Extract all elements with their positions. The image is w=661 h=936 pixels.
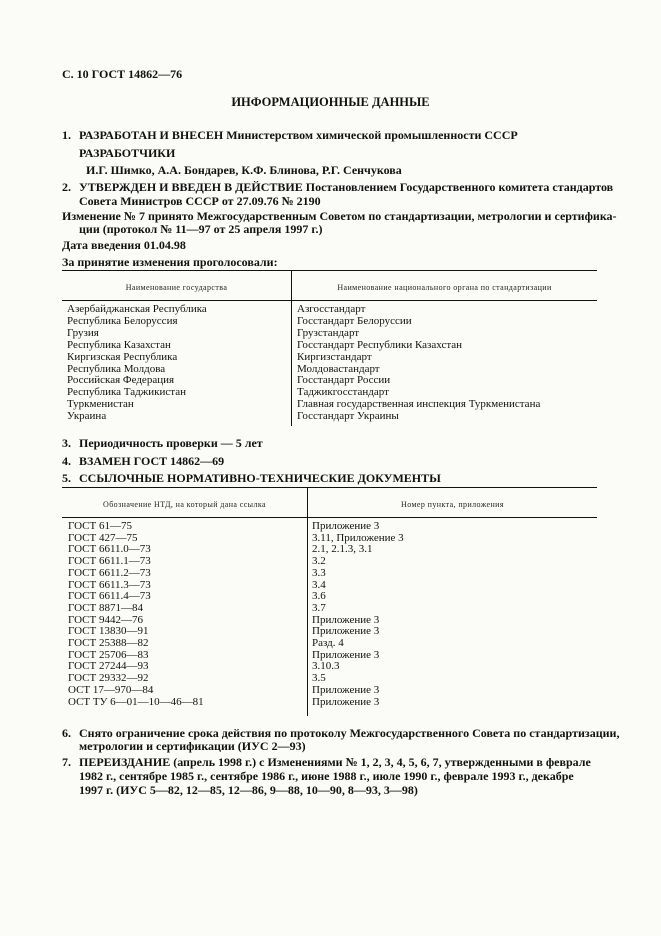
list-item: Азербайджанская Республика: [67, 303, 207, 315]
table-cell: ГОСТ 25706—83: [68, 648, 149, 661]
table-cell: 3.3: [312, 566, 326, 579]
table-cell: 3.6: [312, 590, 326, 603]
item6-line2: метрологии и сертификации (ИУС 2—93): [79, 739, 306, 753]
table-cell: Разд. 4: [312, 637, 344, 650]
list-item: Киргизская Республика: [67, 350, 178, 363]
vote-table-bodies: [297, 304, 540, 423]
ref-table-divider: [307, 488, 308, 716]
list-item: Туркменистан: [67, 398, 134, 411]
developers-names: И.Г. Шимко, А.А. Бондарев, К.Ф. Блинова, Р.Г. Сенчукова: [86, 163, 402, 177]
table-cell: ОСТ 17—970—84: [68, 683, 154, 696]
item2-lead: УТВЕРЖДЕН И ВВЕДЕН В ДЕЙСТВИЕ: [79, 180, 303, 194]
list-item: Киргизстандарт: [297, 350, 372, 363]
item2-line2: Совета Министров СССР от 27.09.76 № 2190: [79, 194, 321, 208]
item6-line1: Снято ограничение срока действия по протоколу Межгосударственного Совета по стандартизации,: [79, 726, 620, 740]
item7-line1: [79, 755, 591, 770]
table-cell: 3.2: [312, 555, 326, 568]
table-cell: Приложение 3: [312, 625, 380, 638]
ref-table-header-rule: [62, 517, 597, 518]
item6-number: 6.: [62, 726, 71, 740]
list-item: Российская Федерация: [67, 374, 175, 387]
amendment-line1: Изменение № 7 принято Межгосударственным Советом по стандартизации, метрологии и сертифика-: [62, 209, 617, 223]
table-cell: ГОСТ 29332—92: [68, 672, 149, 685]
table-cell: 3.10.3: [312, 660, 340, 673]
ref-table-points: [312, 521, 404, 708]
item7-rest: (апрель 1998 г.) с Изменениями № 1, 2, 3, 4, 5, 6, 7, утвержденными в феврале: [173, 755, 591, 769]
table-cell: ГОСТ 6611.3—73: [68, 578, 151, 591]
ref-table-header-point: Номер пункта, приложения: [401, 500, 504, 509]
vote-table-divider: [291, 271, 292, 426]
item5-number: 5.: [62, 471, 71, 485]
list-item: Молдовастандарт: [297, 362, 380, 375]
item5-text: ССЫЛОЧНЫЕ НОРМАТИВНО-ТЕХНИЧЕСКИЕ ДОКУМЕНТЫ: [79, 471, 441, 485]
table-cell: 3.7: [312, 601, 326, 614]
list-item: Госстандарт Белоруссии: [297, 314, 412, 327]
page-header: С. 10 ГОСТ 14862—76: [62, 67, 183, 81]
item1-number: 1.: [62, 128, 71, 142]
table-cell: ГОСТ 427—75: [68, 531, 138, 544]
amendment-date: Дата введения 01.04.98: [62, 238, 186, 252]
table-cell: 2.1, 2.1.3, 3.1: [312, 543, 373, 556]
item2-rest: Постановлением Государственного комитета стандартов: [305, 180, 614, 194]
list-item: Азгосстандарт: [297, 303, 366, 315]
list-item: Грузстандарт: [297, 326, 360, 339]
table-cell: ГОСТ 9442—76: [68, 613, 143, 626]
list-item: Таджикгосстандарт: [297, 386, 389, 399]
table-cell: ГОСТ 6611.2—73: [68, 566, 151, 579]
item4-text: ВЗАМЕН ГОСТ 14862—69: [79, 454, 225, 468]
list-item: Республика Казахстан: [67, 338, 171, 351]
table-cell: ГОСТ 8871—84: [68, 601, 143, 614]
item3-number: 3.: [62, 436, 71, 450]
item7-line2: 1982 г., сентябре 1985 г., сентябре 1986 г., июне 1988 г., июле 1990 г., феврале 1993 г., декабре: [79, 769, 574, 783]
amendment-line2: ции (протокол № 11—97 от 25 апреля 1997 г.): [79, 222, 323, 236]
table-cell: Приложение 3: [312, 520, 380, 532]
item1-lead: РАЗРАБОТАН И ВНЕСЕН: [79, 128, 224, 142]
table-cell: ГОСТ 6611.0—73: [68, 543, 151, 556]
list-item: Госстандарт Республики Казахстан: [297, 338, 463, 351]
item3-text: Периодичность проверки — 5 лет: [79, 436, 263, 450]
list-item: Грузия: [67, 326, 99, 339]
table-cell: ГОСТ 6611.1—73: [68, 555, 151, 568]
item1-text: [79, 128, 518, 143]
table-cell: 3.5: [312, 672, 326, 685]
ref-table-header-doc: Обозначение НТД, на который дана ссылка: [103, 500, 266, 509]
item7-number: 7.: [62, 755, 71, 769]
item1-rest: Министерством химической промышленности СССР: [226, 128, 518, 142]
table-cell: ГОСТ 27244—93: [68, 660, 149, 673]
item7-lead: ПЕРЕИЗДАНИЕ: [79, 755, 171, 769]
table-cell: ГОСТ 61—75: [68, 520, 132, 532]
ref-table-docs: [68, 521, 204, 708]
table-cell: 3.11, Приложение 3: [312, 531, 404, 544]
table-cell: ГОСТ 13830—91: [68, 625, 149, 638]
list-item: Республика Таджикистан: [67, 386, 186, 399]
item4-number: 4.: [62, 454, 71, 468]
table-cell: ОСТ ТУ 6—01—10—46—81: [68, 695, 204, 708]
item7-line3: 1997 г. (ИУС 5—82, 12—85, 12—86, 9—88, 10—90, 8—93, 3—98): [79, 783, 418, 797]
list-item: Главная государственная инспекция Туркменистана: [297, 398, 541, 411]
table-cell: ГОСТ 6611.4—73: [68, 590, 151, 603]
vote-table-header-rule: [62, 300, 597, 301]
table-cell: 3.4: [312, 578, 326, 591]
list-item: Госстандарт России: [297, 374, 391, 387]
list-item: Республика Белоруссия: [67, 314, 178, 327]
item2-number: 2.: [62, 180, 71, 194]
table-cell: ГОСТ 25388—82: [68, 637, 149, 650]
list-item: Республика Молдова: [67, 362, 166, 375]
ref-table-top-rule: [62, 487, 597, 488]
table-cell: Приложение 3: [312, 683, 380, 696]
item2-line1: [79, 180, 613, 195]
voted-label: За принятие изменения проголосовали:: [62, 255, 278, 269]
list-item: Госстандарт Украины: [297, 410, 399, 423]
vote-table-header-state: Наименование государства: [125, 283, 228, 292]
table-cell: Приложение 3: [312, 613, 380, 626]
page-title: ИНФОРМАЦИОННЫЕ ДАННЫЕ: [231, 95, 430, 109]
table-cell: Приложение 3: [312, 695, 380, 708]
vote-table-header-body: Наименование национального органа по стандартизации: [337, 283, 552, 292]
list-item: Украина: [67, 410, 107, 423]
vote-table-states: [67, 304, 207, 423]
table-cell: Приложение 3: [312, 648, 380, 661]
developers-label: РАЗРАБОТЧИКИ: [79, 146, 176, 160]
vote-table-top-rule: [62, 270, 597, 271]
